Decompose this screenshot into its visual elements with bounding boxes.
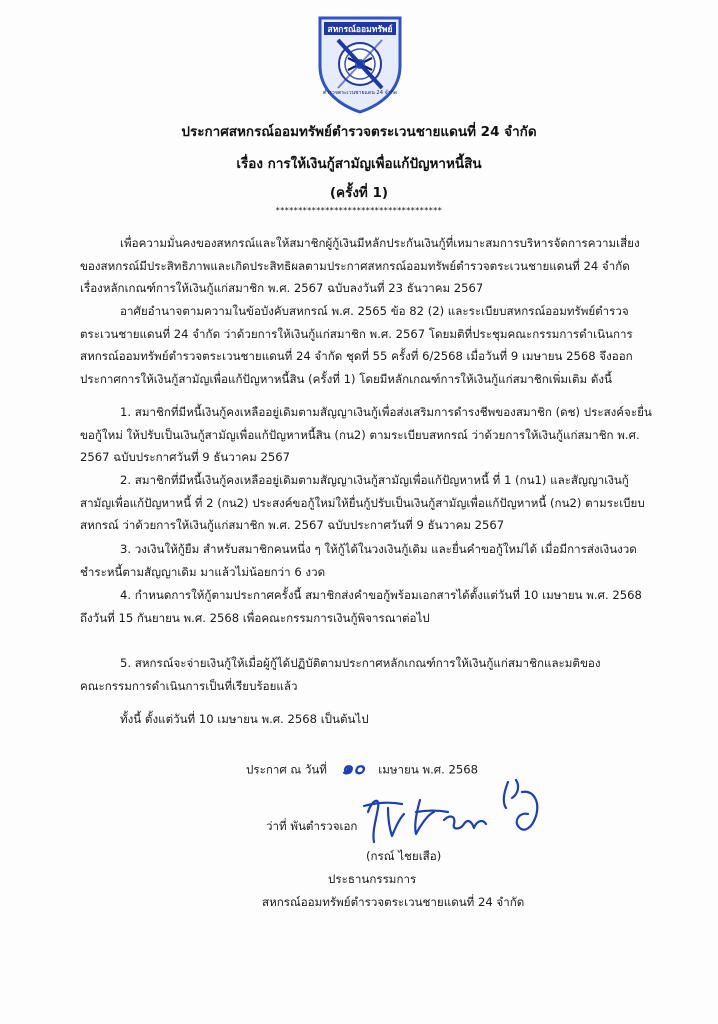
rule-line: 4. กำหนดการให้กู้ตามประกาศครั้งนี้ สมาชิกส่งคำขอกู้พร้อมเอกสารได้ตั้งแต่วันที่ 10 เมษายน พ.ศ. 2568 xyxy=(120,588,642,602)
intro-line: ของสหกรณ์มีประสิทธิภาพและเกิดประสิทธิผลตามประกาศสหกรณ์ออมทรัพย์ตำรวจตระเวนชายแดนที่ 24 จำกัด xyxy=(80,258,630,273)
rule-line: สามัญเพื่อแก้ปัญหาหนี้ ที่ 2 (กน2) ประสงค์ขอกู้ใหม่ให้ยื่นกู้ปรับเป็นเงินกู้สามัญเพื่อแก้ปัญหาหนี้ (กน2) ตามระเบียบ xyxy=(80,495,645,510)
authority-line: อาศัยอำนาจตามความในข้อบังคับสหกรณ์ พ.ศ. 2565 ข้อ 82 (2) และระเบียบสหกรณ์ออมทรัพย์ตำรวจ xyxy=(120,304,629,318)
svg-text:ตำรวจตระเวนชายแดน 24 จำกัด: ตำรวจตระเวนชายแดน 24 จำกัด xyxy=(322,90,398,96)
rule-line: ถึงวันที่ 15 กันยายน พ.ศ. 2568 เพื่อคณะกรรมการเงินกู้พิจารณาต่อไป xyxy=(80,610,430,625)
signatory-name: (กรณ์ ไชยเสือ) xyxy=(366,849,442,863)
intro-line: เพื่อความมั่นคงของสหกรณ์และให้สมาชิกผู้กู้เงินมีหลักประกันเงินกู้ที่เหมาะสมการบริหารจัดการความเสี่ยง xyxy=(120,236,640,250)
title-separator: ************************************* xyxy=(275,206,443,215)
rule-line: 1. สมาชิกที่มีหนี้เงินกู้คงเหลืออยู่เดิมตามสัญญาเงินกู้เพื่อส่งเสริมการดำรงชีพของสมาชิก (ดช) ประสงค์จะยื่น xyxy=(120,405,652,419)
rule-line: 3. วงเงินให้กู้ยืม สำหรับสมาชิกคนหนึ่ง ๆ ให้กู้ได้ในวงเงินกู้เดิม และยื่นคำขอกู้ใหม่ได้ เมื่อมีการส่งเงินงวด xyxy=(120,542,637,556)
signatory-organization: สหกรณ์ออมทรัพย์ตำรวจตระเวนชายแดนที่ 24 จำกัด xyxy=(262,895,525,909)
handwritten-signature-icon xyxy=(358,772,548,850)
authority-line: ประกาศการให้เงินกู้สามัญเพื่อแก้ปัญหาหนี้สิน (ครั้งที่ 1) โดยมีหลักเกณฑ์การให้เงินกู้แก่สมาชิกเพิ่มเติม ดังนี้ xyxy=(80,371,612,386)
signatory-position: ประธานกรรมการ xyxy=(328,872,417,886)
announcement-date-suffix: เมษายน พ.ศ. 2568 xyxy=(378,762,479,777)
authority-line: ตระเวนชายแดนที่ 24 จำกัด ว่าด้วยการให้เงินกู้แก่สมาชิก พ.ศ. 2567 โดยมติที่ประชุมคณะกรรมการดำเนินการ xyxy=(80,326,633,341)
signatory-rank: ว่าที่ พันตำรวจเอก xyxy=(266,819,358,833)
rule-item-1 xyxy=(80,401,654,469)
announcement-title: ประกาศสหกรณ์ออมทรัพย์ตำรวจตระเวนชายแดนที่ 24 จำกัด xyxy=(181,124,537,140)
rule-line: ขอกู้ใหม่ ให้ปรับเป็นเงินกู้สามัญเพื่อแก้ปัญหาหนี้สิน (กน2) ตามระเบียบสหกรณ์ ว่าด้วยการให้เงินกู้แก่สมาชิก พ.ศ. xyxy=(80,427,640,442)
intro-paragraph xyxy=(80,232,654,300)
cooperative-seal-icon xyxy=(314,14,406,114)
announcement-issue-number: (ครั้งที่ 1) xyxy=(329,185,389,201)
rule-line: 5. สหกรณ์จะจ่ายเงินกู้ให้เมื่อผู้กู้ได้ปฏิบัติตามประกาศหลักเกณฑ์การให้เงินกู้แก่สมาชิกและมติของ xyxy=(120,656,601,670)
rule-item-4 xyxy=(80,584,654,629)
announcement-date-prefix: ประกาศ ณ วันที่ xyxy=(246,762,327,777)
rule-item-3 xyxy=(80,538,654,583)
svg-text:๑๐: ๑๐ xyxy=(340,757,365,777)
rule-line: คณะกรรมการดำเนินการเป็นที่เรียบร้อยแล้ว xyxy=(80,678,298,693)
effective-date-line: ทั้งนี้ ตั้งแต่วันที่ 10 เมษายน พ.ศ. 2568 เป็นต้นไป xyxy=(120,712,369,726)
rule-line: 2. สมาชิกที่มีหนี้เงินกู้คงเหลืออยู่เดิมตามสัญญาเงินกู้สามัญเพื่อแก้ปัญหาหนี้ ที่ 1 (กน1) และสัญญาเงินกู้ xyxy=(120,473,629,487)
rule-line: ชำระหนี้ตามสัญญาเดิม มาแล้วไม่น้อยกว่า 6 งวด xyxy=(80,564,326,579)
svg-text:สหกรณ์ออมทรัพย์: สหกรณ์ออมทรัพย์ xyxy=(327,25,393,35)
rule-line: 2567 ฉบับประกาศวันที่ 9 ธันวาคม 2567 xyxy=(80,450,290,464)
announcement-subject: เรื่อง การให้เงินกู้สามัญเพื่อแก้ปัญหาหนี้สิน xyxy=(236,156,482,172)
authority-line: สหกรณ์ออมทรัพย์ตำรวจตระเวนชายแดนที่ 24 จำกัด ชุดที่ 55 ครั้งที่ 6/2568 เมื่อวันที่ 9 เมษายน 2568 จึงออก xyxy=(80,349,633,363)
rule-line: สหกรณ์ ว่าด้วยการให้เงินกู้แก่สมาชิก พ.ศ. 2567 ฉบับประกาศวันที่ 9 ธันวาคม 2567 xyxy=(80,518,505,532)
rule-item-2 xyxy=(80,469,654,537)
rule-item-5 xyxy=(80,652,654,697)
authority-paragraph xyxy=(80,300,654,390)
intro-line: เรื่องหลักเกณฑ์การให้เงินกู้แก่สมาชิก พ.ศ. 2567 ฉบับลงวันที่ 23 ธันวาคม 2567 xyxy=(80,281,484,295)
